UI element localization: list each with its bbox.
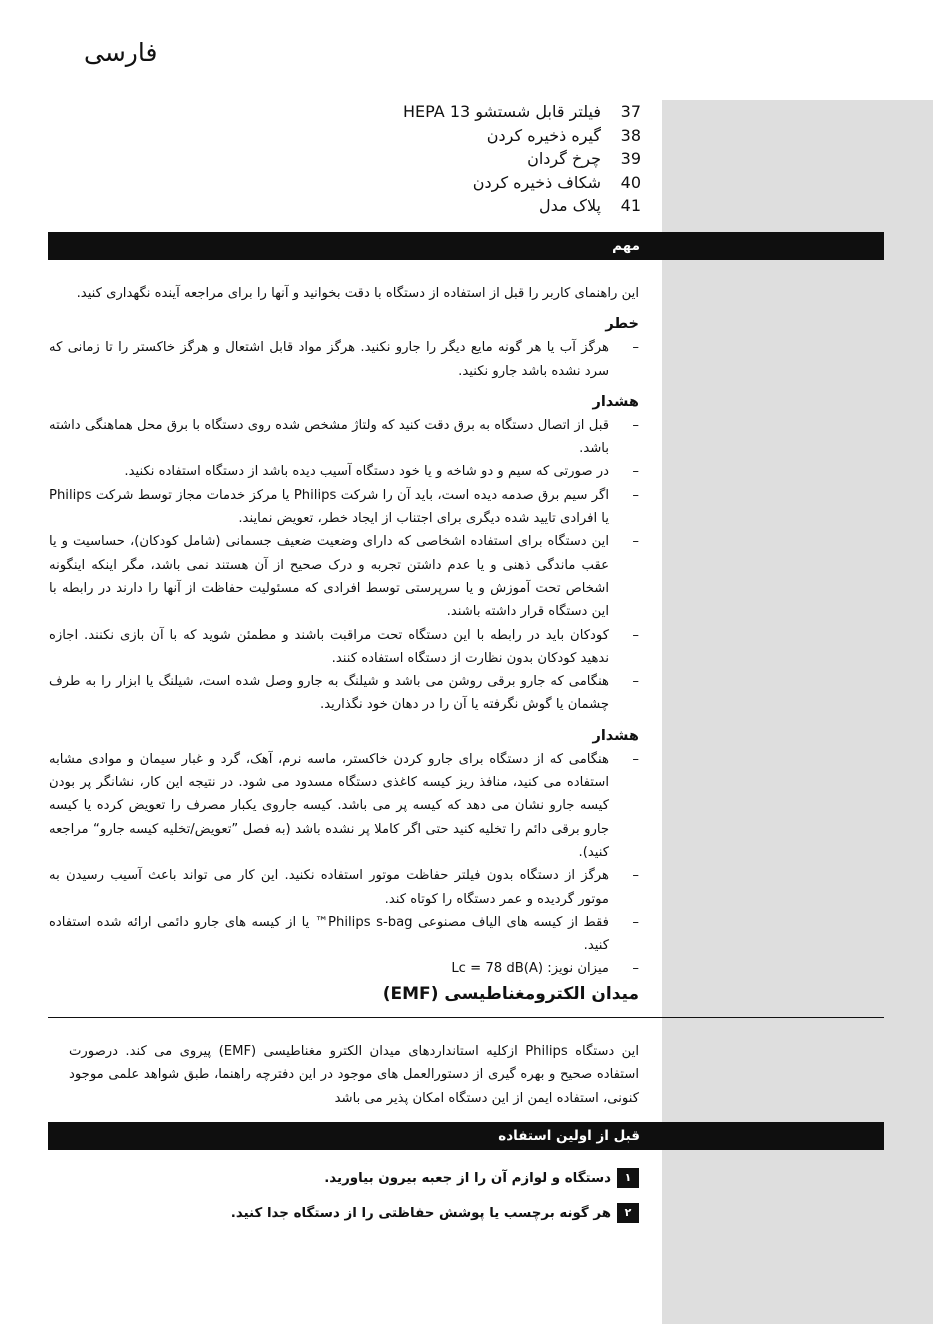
emf-paragraph: این دستگاه Philips ازکلیه استانداردهای میدان الکترو مغناطیسی (EMF) پیروی می کند. درصورت استفاده صحیح و بهره گیری از دستورالعمل های موجود در این دفترچه راهنما، طبق شواهد علمی موجود کنونی، استفاده ایمن از این دستگاه امکان پذیر می باشد bbox=[69, 1044, 639, 1106]
danger-list bbox=[49, 336, 639, 383]
parts-list-item bbox=[403, 194, 641, 218]
warning-heading: هشدار bbox=[592, 393, 639, 410]
part-label: چرخ گردان bbox=[527, 149, 601, 168]
warning-item: – این دستگاه برای استفاده اشخاصی که دارای وضعیت ضعیف جسمانی (شامل کودکان)، حساسیت و یا عقب ماندگی ذهنی و یا عدم داشتن تجربه و درک صحیح از آن هستند نمی باشد، مگر اینکه اینگونه اشخاص تحت آموزش و یا سرپرستی توسط افرادی که مسئولیت حفاظت از آنها را دارند در رابطه با این دستگاه قرار داشته باشند. bbox=[49, 530, 639, 623]
before-first-use-header: قبل از اولین استفاده bbox=[48, 1122, 884, 1150]
caution-heading: هشدار bbox=[592, 727, 639, 744]
part-number: 40 bbox=[620, 172, 641, 192]
part-number: 38 bbox=[620, 125, 641, 145]
step-number: ۱ bbox=[617, 1168, 639, 1188]
parts-list-item bbox=[403, 124, 641, 148]
step-number: ۲ bbox=[617, 1203, 639, 1223]
part-number: 41 bbox=[620, 196, 641, 215]
step-text: دستگاه و لوازم آن را از جعبه بیرون بیاورید. bbox=[324, 1170, 611, 1186]
caution-item: – فقط از کیسه های الیاف مصنوعی Philips s-bag™ یا از کیسه های جارو دائمی ارائه شده استفاده کنید. bbox=[49, 911, 639, 958]
part-number: 37 bbox=[620, 102, 641, 121]
important-section-header: مهم bbox=[48, 232, 884, 260]
emf-section-title: میدان الکترومغناطیسی (EMF) bbox=[382, 984, 639, 1004]
language-label: فارسی bbox=[84, 38, 158, 67]
warning-item: – کودکان باید در رابطه با این دستگاه تحت مراقبت باشند و مطمئن شوید که با آن بازی نکنند. اجازه ندهید کودکان بدون نظارت از دستگاه استفاده کنند. bbox=[49, 624, 639, 671]
important-section bbox=[49, 282, 639, 981]
emf-divider bbox=[48, 1017, 884, 1018]
parts-list-item bbox=[403, 147, 641, 171]
caution-list bbox=[49, 748, 639, 981]
intro-paragraph: این راهنمای کاربر را قبل از استفاده از دستگاه با دقت بخوانید و آنها را برای مراجعه آینده نگهداری کنید. bbox=[76, 286, 639, 301]
part-label: فیلتر قابل شستشو HEPA 13 bbox=[403, 102, 601, 121]
step-text: هر گونه برچسب یا پوشش حفاظتی را از دستگاه جدا کنید. bbox=[230, 1205, 611, 1221]
part-label: پلاک مدل bbox=[539, 196, 601, 215]
caution-item: – میزان نویز: Lc = 78 dB(A) bbox=[49, 957, 639, 980]
caution-item: – هنگامی که از دستگاه برای جارو کردن خاکستر، ماسه نرم، آهک، گرد و غبار سیمان و موادی مشابه استفاده می کنید، منافذ ریز کیسه کاغذی دستگاه مسدود می شود. در نتیجه این کار، نشانگر پر بودن کیسه جارو نشان می دهد که کیسه پر می باشد. کیسه جاروی یکبار مصرف را تعویض کرده یا کیسه جارو برقی دائم را تخلیه کنید حتی اگر کاملا پر نشده باشد (به فصل ”تعویض/تخلیه کیسه جارو“ مراجعه کنید). bbox=[49, 748, 639, 864]
parts-list bbox=[403, 100, 641, 218]
warning-item: – قبل از اتصال دستگاه به برق دقت کنید که ولتاژ مشخص شده روی دستگاه با برق محل هماهنگی داشته باشد. bbox=[49, 414, 639, 461]
part-label: گیره ذخیره کردن bbox=[486, 125, 601, 145]
warning-item: – اگر سیم برق صدمه دیده است، باید آن را شرکت Philips یا مرکز خدمات مجاز توسط شرکت Philips یا افرادی تایید شده دیگری برای اجتناب از ایجاد خطر، تعویض نمایند. bbox=[49, 484, 639, 531]
danger-item: – هرگز آب یا هر گونه مایع دیگر را جارو نکنید. هرگز مواد قابل اشتعال و هرگز خاکستر را تا زمانی که سرد نشده باشد جارو نکنید. bbox=[49, 336, 639, 383]
part-number: 39 bbox=[620, 149, 641, 168]
warning-list bbox=[49, 414, 639, 717]
danger-heading: خطر bbox=[605, 316, 639, 333]
warning-item: – در صورتی که سیم و دو شاخه و یا خود دستگاه آسیب دیده باشد از دستگاه استفاده نکنید. bbox=[49, 460, 639, 483]
part-label: شکاف ذخیره کردن bbox=[472, 172, 601, 192]
warning-item: – هنگامی که جارو برقی روشن می باشد و شیلنگ به جارو وصل شده است، شیلنگ یا ابزار را به طرف چشمان یا گوش نگرفته یا آن را در دهان خود نگذارید. bbox=[49, 670, 639, 717]
parts-list-item bbox=[403, 100, 641, 124]
parts-list-item bbox=[403, 171, 641, 195]
caution-item: – هرگز از دستگاه بدون فیلتر حفاظت موتور استفاده نکنید. این کار می تواند باعث آسیب رسیدن به موتور گردیده و عمر دستگاه را کوتاه کند. bbox=[49, 864, 639, 911]
step-2 bbox=[231, 1203, 639, 1223]
step-1 bbox=[324, 1168, 639, 1188]
